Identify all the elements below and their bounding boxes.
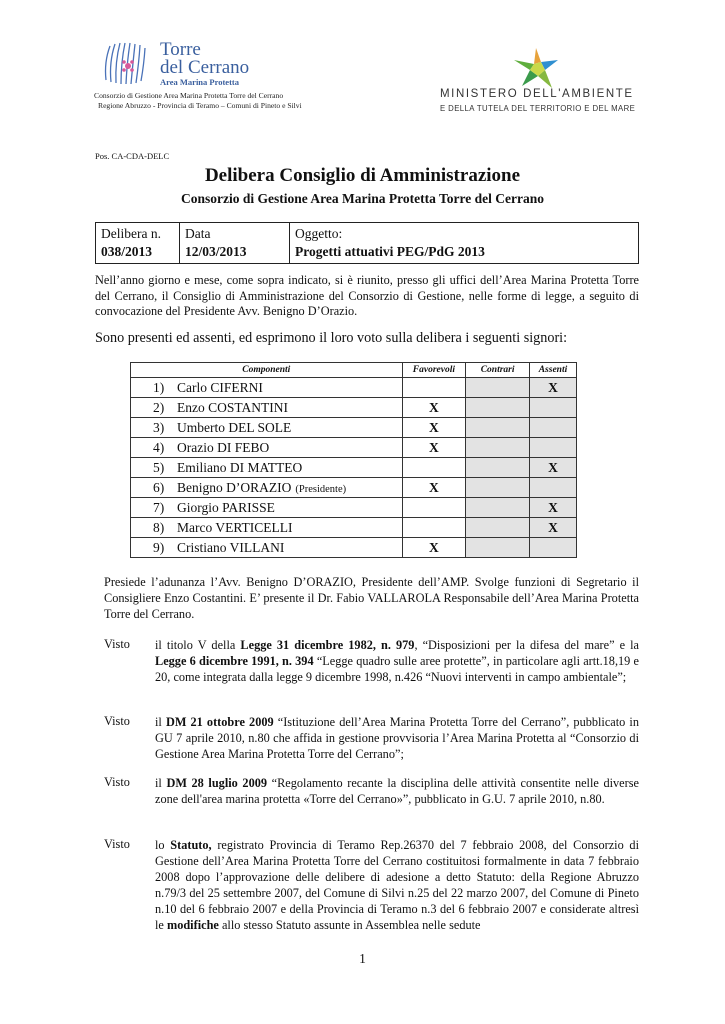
- visto-text: il: [155, 715, 166, 729]
- member-name: Giorgio PARISSE: [177, 499, 275, 515]
- visto-label: Visto: [104, 714, 130, 728]
- torre-cerrano-emblem-icon: [100, 40, 158, 88]
- favorevoli-cell: X: [402, 538, 466, 558]
- legal-reference: DM 21 ottobre 2009: [165, 715, 274, 729]
- member-cell: [131, 398, 403, 418]
- votes-body: [131, 378, 577, 558]
- visto-paragraph: [155, 775, 639, 807]
- member-number: 2): [153, 399, 165, 415]
- member-number: 6): [153, 479, 165, 495]
- delibera-info-table: [95, 222, 639, 264]
- ministry-subtitle: E DELLA TUTELA DEL TERRITORIO E DEL MARE: [440, 104, 636, 113]
- contrari-cell: [466, 398, 530, 418]
- presence-paragraph: Sono presenti ed assenti, ed esprimono il loro voto sulla delibera i seguenti signori:: [95, 330, 568, 346]
- member-name: Benigno D’ORAZIO: [177, 479, 292, 495]
- contrari-cell: [466, 458, 530, 478]
- member-cell: [131, 418, 403, 438]
- member-number: 3): [153, 419, 165, 435]
- assenti-cell: X: [529, 498, 576, 518]
- assenti-cell: [529, 418, 576, 438]
- vote-row: [131, 418, 577, 438]
- member-number: 8): [153, 519, 165, 535]
- member-cell: [131, 378, 403, 398]
- favorevoli-cell: X: [402, 478, 466, 498]
- vote-row: [131, 458, 577, 478]
- oggetto-cell: [290, 223, 639, 264]
- visto-label: Visto: [104, 837, 130, 851]
- legal-reference: DM 28 luglio 2009: [166, 776, 268, 790]
- oggetto-label: Oggetto:: [295, 226, 343, 241]
- favorevoli-cell: [402, 378, 466, 398]
- visto-paragraph: [155, 714, 639, 762]
- visto-paragraph: [155, 637, 639, 685]
- assenti-cell: X: [529, 458, 576, 478]
- member-name: Orazio DI FEBO: [177, 439, 270, 455]
- header-assenti: Assenti: [529, 363, 576, 378]
- member-number: 7): [153, 499, 165, 515]
- brand-tagline: Area Marina Protetta: [160, 77, 239, 87]
- visto-text: il titolo V della: [155, 638, 241, 652]
- member-name: Cristiano VILLANI: [177, 539, 285, 555]
- vote-row: [131, 478, 577, 498]
- ministry-star-icon: [512, 46, 560, 90]
- delibera-cell: [96, 223, 180, 264]
- contrari-cell: [466, 538, 530, 558]
- vote-row: [131, 378, 577, 398]
- contrari-cell: [466, 498, 530, 518]
- assenti-cell: [529, 478, 576, 498]
- org-region-line: Regione Abruzzo - Provincia di Teramo – Comuni di Pineto e Silvi: [98, 101, 302, 110]
- visto-paragraph: [155, 837, 639, 933]
- contrari-cell: [466, 438, 530, 458]
- visto-text: lo: [155, 838, 171, 852]
- legal-reference: Legge 31 dicembre 1982, n. 979: [240, 638, 415, 652]
- member-number: 5): [153, 459, 165, 475]
- vote-row: [131, 498, 577, 518]
- votes-header-row: [131, 363, 577, 378]
- data-label: Data: [185, 226, 211, 241]
- header-contrari: Contrari: [466, 363, 530, 378]
- position-code: Pos. CA-CDA-DELC: [95, 151, 170, 161]
- ministry-logo: [440, 46, 670, 116]
- ministry-name: MINISTERO DELL'AMBIENTE: [440, 88, 634, 100]
- visto-text: registrato Provincia di Teramo Rep.26370 del 7 febbraio 2008, del Consorzio di Gestione dell’Area Marina Protetta Torre del Cerrano costituitosi formalmente in data 7 febbraio 2008 dopo l’approvazione delle delibere di adesione a detto Statuto: della Regione Abruzzo n.79/3 del 25 settembre 2007, del Comune di Silvi n.25 del 22 marzo 2007, del Comune di Pineto n.10 del 6 febbraio 2007 e della Provincia di Teramo n.3 del 6 febbraio 2007 e considerate altresì le: [155, 838, 640, 932]
- delibera-label: Delibera n.: [101, 226, 161, 241]
- member-cell: [131, 478, 403, 498]
- vote-row: [131, 438, 577, 458]
- member-name: Umberto DEL SOLE: [177, 419, 292, 435]
- vote-row: [131, 398, 577, 418]
- document-subtitle: Consorzio di Gestione Area Marina Protetta Torre del Cerrano: [181, 191, 544, 206]
- member-number: 1): [153, 379, 165, 395]
- visto-text: “Istituzione dell’Area Marina Protetta Torre del Cerrano”, pubblicato in GU 7 aprile 2010, n.80 che affida in gestione provvisoria l’Area Marina Protetta al “Consorzio di Gestione Area Marina Protetta Torre del Cerrano”;: [155, 715, 639, 761]
- org-name-line: Consorzio di Gestione Area Marina Protetta Torre del Cerrano: [94, 91, 284, 100]
- votes-table: [130, 362, 577, 558]
- assenti-cell: X: [529, 378, 576, 398]
- contrari-cell: [466, 418, 530, 438]
- brand-name-line1: Torre: [160, 39, 201, 60]
- member-name: Marco VERTICELLI: [177, 519, 293, 535]
- favorevoli-cell: X: [402, 418, 466, 438]
- member-cell: [131, 458, 403, 478]
- visto-text: , “Disposizioni per la difesa del mare” e la: [414, 638, 639, 652]
- assenti-cell: X: [529, 518, 576, 538]
- legal-reference: modifiche: [166, 918, 219, 932]
- delibera-number: 038/2013: [101, 244, 153, 259]
- member-role: (Presidente): [295, 483, 347, 495]
- header-favorevoli: Favorevoli: [402, 363, 466, 378]
- visto-text: allo stesso Statuto assunte in Assemblea nelle sedute: [218, 918, 481, 932]
- member-cell: [131, 538, 403, 558]
- member-cell: [131, 518, 403, 538]
- intro-paragraph: Nell’anno giorno e mese, come sopra indicato, si è riunito, presso gli uffici dell’Area Marina Protetta Torre del Cerrano, il Consiglio di Amministrazione del Consorzio di Gestione, nelle forme di legge, a seguito di convocazione del Presidente Avv. Benigno D’Orazio.: [95, 273, 639, 318]
- member-name: Enzo COSTANTINI: [177, 399, 289, 415]
- data-cell: [180, 223, 290, 264]
- legal-reference: Legge 6 dicembre 1991, n. 394: [155, 654, 314, 668]
- favorevoli-cell: [402, 458, 466, 478]
- visto-text: “Legge quadro sulle aree protette”, in particolare agli artt.18,19 e 20, come integrata dalla legge 9 dicembre 1998, n.426 “Nuovi interventi in campo ambientale”;: [155, 654, 639, 684]
- assenti-cell: [529, 398, 576, 418]
- favorevoli-cell: X: [402, 438, 466, 458]
- consortium-logo: [100, 40, 260, 90]
- visto-label: Visto: [104, 775, 130, 789]
- member-cell: [131, 498, 403, 518]
- oggetto-value: Progetti attuativi PEG/PdG 2013: [295, 244, 485, 259]
- assenti-cell: [529, 438, 576, 458]
- document-title: Delibera Consiglio di Amministrazione: [204, 165, 521, 186]
- vote-row: [131, 518, 577, 538]
- contrari-cell: [466, 518, 530, 538]
- favorevoli-cell: [402, 518, 466, 538]
- member-name: Emiliano DI MATTEO: [177, 459, 303, 475]
- member-cell: [131, 438, 403, 458]
- favorevoli-cell: X: [402, 398, 466, 418]
- favorevoli-cell: [402, 498, 466, 518]
- data-value: 12/03/2013: [185, 244, 247, 259]
- brand-name-line2: del Cerrano: [160, 57, 250, 78]
- member-number: 9): [153, 539, 165, 555]
- legal-reference: Statuto,: [170, 838, 212, 852]
- contrari-cell: [466, 478, 530, 498]
- header-componenti: Componenti: [131, 363, 403, 378]
- presiede-paragraph: Presiede l’adunanza l’Avv. Benigno D’ORAZIO, Presidente dell’AMP. Svolge funzioni di Segretario il Consigliere Enzo Costantini. E’ presente il Dr. Fabio VALLAROLA Responsabile dell’Area Marina Protetta Torre del Cerrano.: [104, 575, 639, 621]
- visto-label: Visto: [104, 637, 130, 651]
- member-number: 4): [153, 439, 165, 455]
- assenti-cell: [529, 538, 576, 558]
- contrari-cell: [466, 378, 530, 398]
- page-number: 1: [359, 951, 366, 966]
- vote-row: [131, 538, 577, 558]
- member-name: Carlo CIFERNI: [177, 379, 263, 395]
- visto-text: “Regolamento recante la disciplina delle attività consentite nelle diverse zone dell'area marina protetta «Torre del Cerrano»”, pubblicato in G.U. 7 aprile 2010, n.80.: [155, 776, 639, 806]
- visto-text: il: [155, 776, 167, 790]
